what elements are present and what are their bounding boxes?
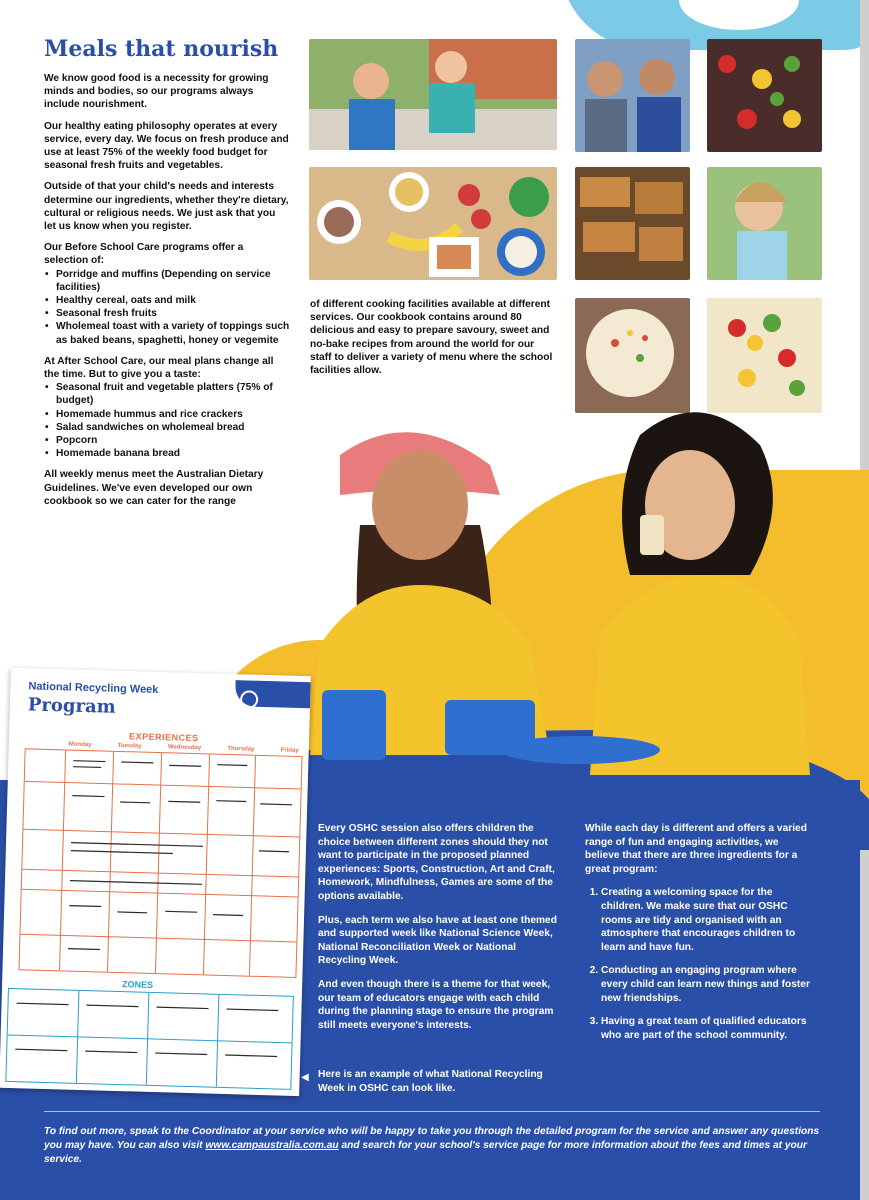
guidelines-paragraph: All weekly menus meet the Australian Dietary Guidelines. We've even developed our own cookbook so we can cater for the range (44, 469, 264, 507)
intro-paragraph: Our healthy eating philosophy operates at every service, every day. We focus on fresh produce and use at least 75% of the weekly food budget for seasonal fresh fruits and vegetables. (44, 120, 289, 172)
list-item: 3. Having a great team of qualified educators who are part of the school community. (601, 1015, 810, 1042)
list-item: 1. Creating a welcoming space for the children. We make sure that our OSHC rooms are tidy and organised with an atmosphere that encourages children to learn and have fun. (601, 886, 810, 954)
before-school-list (44, 268, 290, 347)
list-item: 2. Conducting an engaging program where every child can learn new things and foster new friendships. (601, 964, 810, 1005)
themed-week-paragraph: Plus, each term we also have at least one themed and supported week like National Science Week, National Reconciliation Week or National Recycling Week. (318, 914, 557, 967)
left-column (44, 72, 290, 516)
zones-grid (5, 988, 294, 1090)
program-title-small: National Recycling Week (28, 680, 159, 697)
list-item: • Porridge and muffins (Depending on service facilities) (54, 268, 290, 294)
kids-eating-photo (309, 39, 557, 150)
day-label: Monday (68, 741, 92, 749)
footer-before: To find out more, speak to the Coordinator at your service who will be happy to take you through the detailed program for the service and answer any questions you may have. You can also visit (44, 1126, 820, 1151)
intro-paragraph: Outside of that your child's needs and interests determine our ingredients, whether they're dietary, cultural or religious needs. We just ask that you let us know when you register. (44, 181, 289, 233)
blue-left-column (318, 822, 558, 1042)
list-item: • Healthy cereal, oats and milk (54, 294, 290, 307)
ingredients-intro: While each day is different and offers a varied range of fun and engaging activities, we believe that there are three ingredients for a great program: (585, 823, 807, 875)
girls-eating-photo (300, 395, 820, 785)
day-label: Thursday (227, 745, 255, 753)
educators-paragraph: And even though there is a theme for that week, our team of educators engage with each child during the planning stage to ensure the program still meets everyone's interests. (318, 978, 554, 1031)
list-item: • Homemade banana bread (54, 447, 290, 460)
girl-eating-photo (707, 167, 822, 280)
list-item: • Seasonal fresh fruits (54, 307, 290, 320)
program-logo-band (235, 680, 311, 708)
experiences-heading: EXPERIENCES (128, 731, 199, 744)
day-label: Wednesday (167, 744, 202, 752)
list-item: • Salad sandwiches on wholemeal bread (54, 421, 290, 434)
after-school-list (44, 381, 290, 460)
zones-heading: ZONES (121, 979, 154, 990)
blue-right-column (585, 822, 810, 1052)
boys-eating-photo (575, 39, 690, 152)
program-caption: Here is an example of what National Recycling Week in OSHC can look like. (318, 1069, 543, 1094)
before-school-heading: Our Before School Care programs offer a selection of: (44, 242, 244, 267)
salad-photo (707, 39, 822, 152)
list-item: • Homemade hummus and rice crackers (54, 408, 290, 421)
list-item: • Wholemeal toast with a variety of toppings such as baked beans, spaghetti, honey or vegemite (54, 320, 290, 346)
food-table-photo (309, 167, 557, 280)
day-label: Tuesday (117, 742, 142, 750)
footer-after: and search for your school's service page for more information about the fees and times at your service. (44, 1140, 807, 1165)
recycling-week-program-sheet (0, 668, 311, 1096)
after-school-heading: At After School Care, our meal plans change all the time. But to give you a taste: (44, 355, 274, 381)
footer-text (44, 1125, 824, 1167)
program-title-large: Program (27, 694, 116, 718)
muesli-bars-photo (575, 167, 690, 280)
caption-arrow-icon: ◀ (301, 1072, 309, 1083)
logo-icon (240, 690, 258, 708)
zones-paragraph: Every OSHC session also offers children the choice between different zones should they not want to participate in the proposed planned experiences: Sports, Construction, Art and Craft, Homework, Mindfulness, Games are some of the options available. (318, 823, 555, 902)
website-link[interactable]: www.campaustralia.com.au (205, 1140, 339, 1151)
day-label: Friday (280, 747, 299, 754)
footer-divider (44, 1111, 820, 1112)
intro-paragraph: We know good food is a necessity for growing minds and bodies, so our programs always include nourishment. (44, 73, 269, 111)
middle-column-text: of different cooking facilities available at different services. Our cookbook contains around 80 delicious and easy to prepare savoury, sweet and no-bake recipes from around the world for our staff to deliver a variety of menu where the school facilities allow. (310, 299, 553, 377)
ingredients-list (585, 886, 810, 1042)
page-title: Meals that nourish (44, 36, 279, 62)
list-item: • Seasonal fruit and vegetable platters (75% of budget) (54, 381, 290, 407)
list-item: • Popcorn (54, 434, 290, 447)
